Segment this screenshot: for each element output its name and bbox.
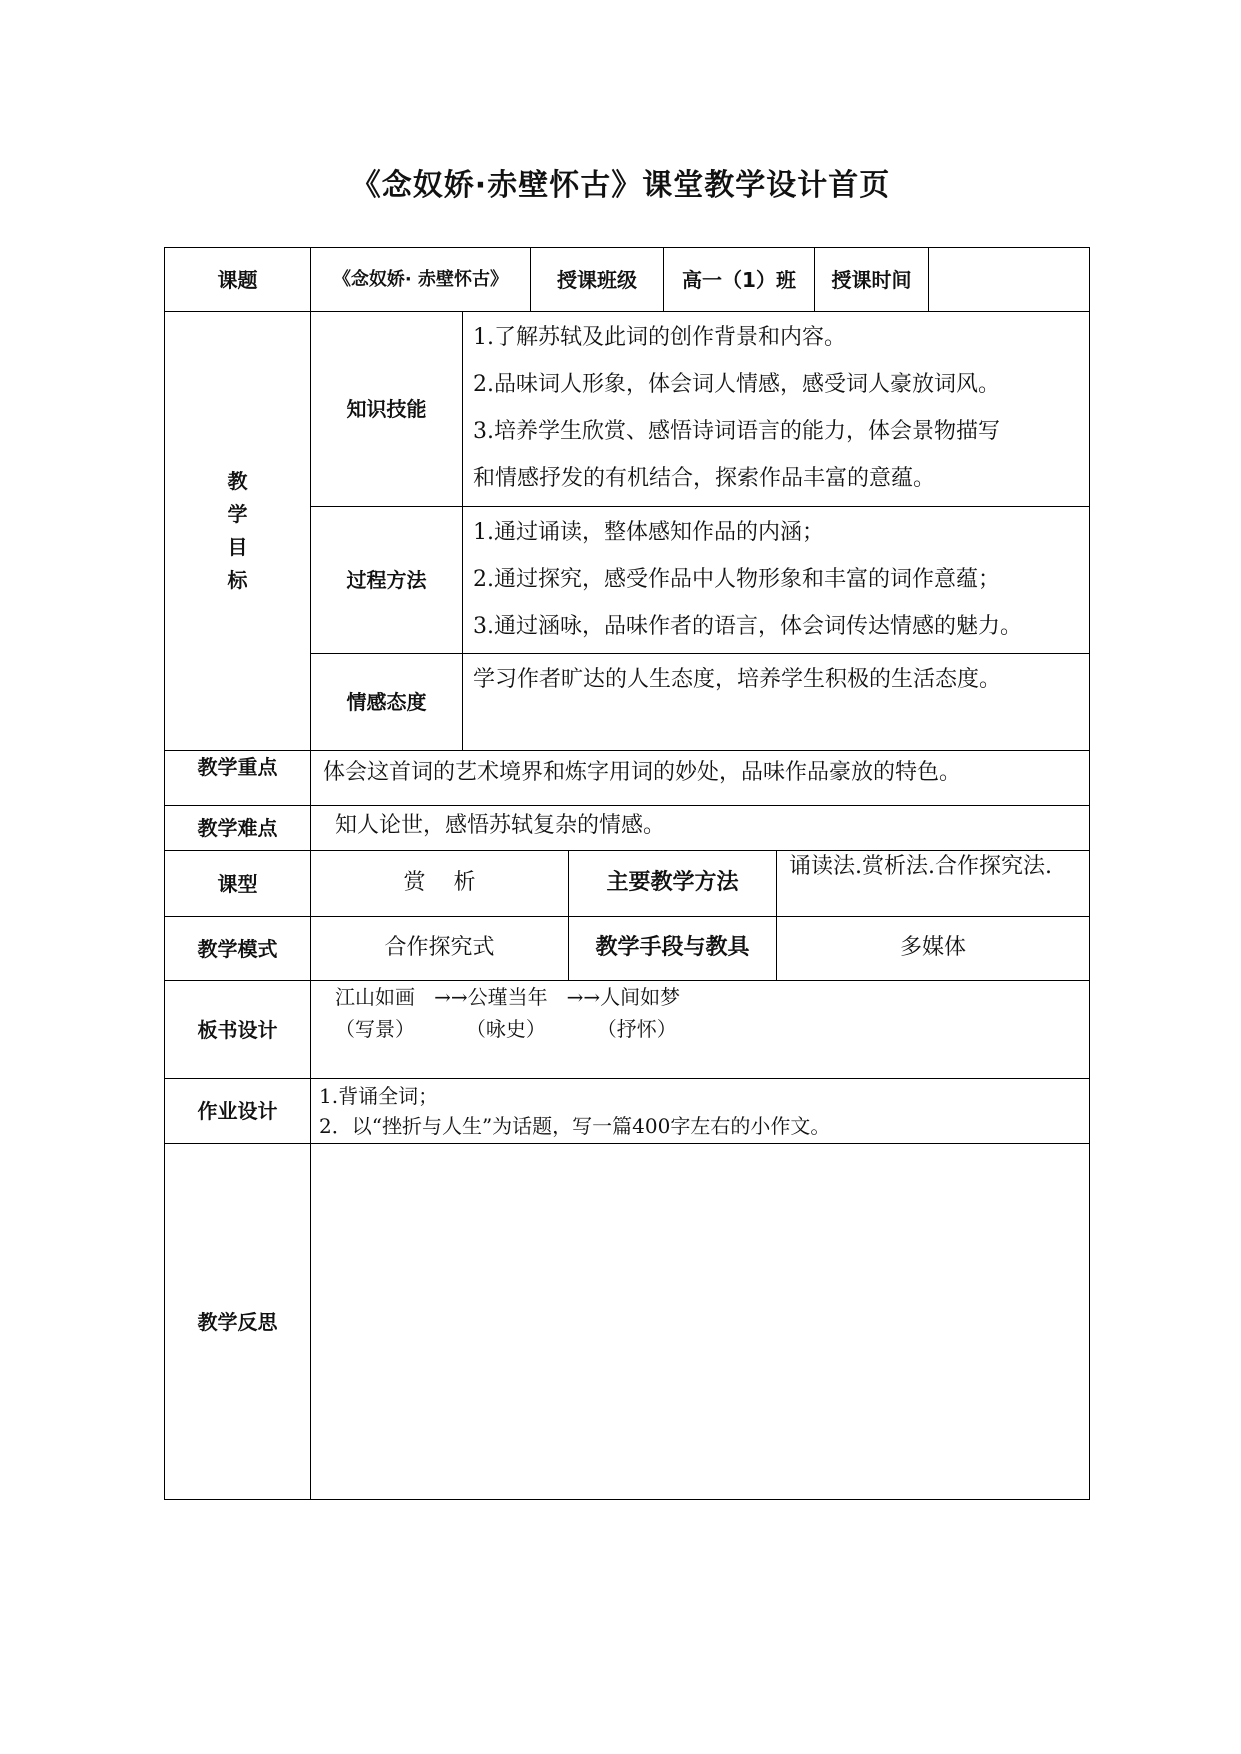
key-points-label: 教学重点 xyxy=(164,750,311,806)
lesson-type-value: 赏 析 xyxy=(310,850,569,917)
difficulties-text: 知人论世，感悟苏轼复杂的情感。 xyxy=(335,813,666,838)
page-title: 《念奴娇·赤壁怀古》课堂教学设计首页 xyxy=(350,168,891,203)
teaching-mode-label: 教学模式 xyxy=(164,916,311,981)
process-line: 3.通过涵咏，品味作者的语言，体会词传达情感的魅力。 xyxy=(473,614,1022,639)
class-value: 高一（1）班 xyxy=(663,247,815,312)
attitude-label: 情感态度 xyxy=(310,653,463,751)
class-label: 授课班级 xyxy=(530,247,664,312)
knowledge-line: 2.品味词人形象，体会词人情感，感受词人豪放词风。 xyxy=(473,372,1000,397)
reflection-label: 教学反思 xyxy=(164,1143,311,1500)
tools-value: 多媒体 xyxy=(776,916,1090,981)
process-content xyxy=(462,506,1090,654)
time-value xyxy=(928,247,1090,312)
homework-line: 1.背诵全词； xyxy=(319,1084,439,1108)
method-content xyxy=(776,850,1090,917)
key-points-content xyxy=(310,750,1090,806)
topic-value: 《念奴娇· 赤壁怀古》 xyxy=(310,247,531,312)
knowledge-content xyxy=(462,311,1090,507)
difficulties-content xyxy=(310,805,1090,851)
teaching-mode-value: 合作探究式 xyxy=(310,916,569,981)
objectives-label-char: 学 xyxy=(227,502,248,526)
lesson-type-label: 课型 xyxy=(164,850,311,917)
attitude-content xyxy=(462,653,1090,751)
board-design-line: （写景） （咏史） （抒怀） xyxy=(335,1017,677,1041)
board-design-line: 江山如画 →→公瑾当年 →→人间如梦 xyxy=(335,985,681,1009)
knowledge-label: 知识技能 xyxy=(310,311,463,507)
board-design-label: 板书设计 xyxy=(164,980,311,1079)
objectives-label xyxy=(164,311,311,751)
key-points-text: 体会这首词的艺术境界和炼字用词的妙处，品味作品豪放的特色。 xyxy=(323,760,962,785)
process-line: 1.通过诵读，整体感知作品的内涵； xyxy=(473,520,824,545)
method-value: 诵读法.赏析法.合作探究法. xyxy=(789,854,1052,879)
process-label: 过程方法 xyxy=(310,506,463,654)
attitude-text: 学习作者旷达的人生态度，培养学生积极的生活态度。 xyxy=(473,667,1002,692)
board-design-content xyxy=(310,980,1090,1079)
tools-label: 教学手段与教具 xyxy=(568,916,777,981)
homework-label: 作业设计 xyxy=(164,1078,311,1144)
topic-label: 课题 xyxy=(164,247,311,312)
knowledge-line: 1.了解苏轼及此词的创作背景和内容。 xyxy=(473,325,846,350)
difficulties-label: 教学难点 xyxy=(164,805,311,851)
reflection-content xyxy=(310,1143,1090,1500)
process-line: 2.通过探究，感受作品中人物形象和丰富的词作意蕴； xyxy=(473,567,1000,592)
objectives-label-char: 标 xyxy=(227,568,248,592)
time-label: 授课时间 xyxy=(814,247,929,312)
method-label: 主要教学方法 xyxy=(568,850,777,917)
knowledge-line: 和情感抒发的有机结合，探索作品丰富的意蕴。 xyxy=(473,466,936,491)
objectives-label-char: 教 xyxy=(227,469,248,493)
knowledge-line: 3.培养学生欣赏、感悟诗词语言的能力，体会景物描写 xyxy=(473,419,1000,444)
homework-line: 2．以“挫折与人生”为话题，写一篇400字左右的小作文。 xyxy=(319,1114,831,1138)
homework-content xyxy=(310,1078,1090,1144)
objectives-label-char: 目 xyxy=(227,535,248,559)
